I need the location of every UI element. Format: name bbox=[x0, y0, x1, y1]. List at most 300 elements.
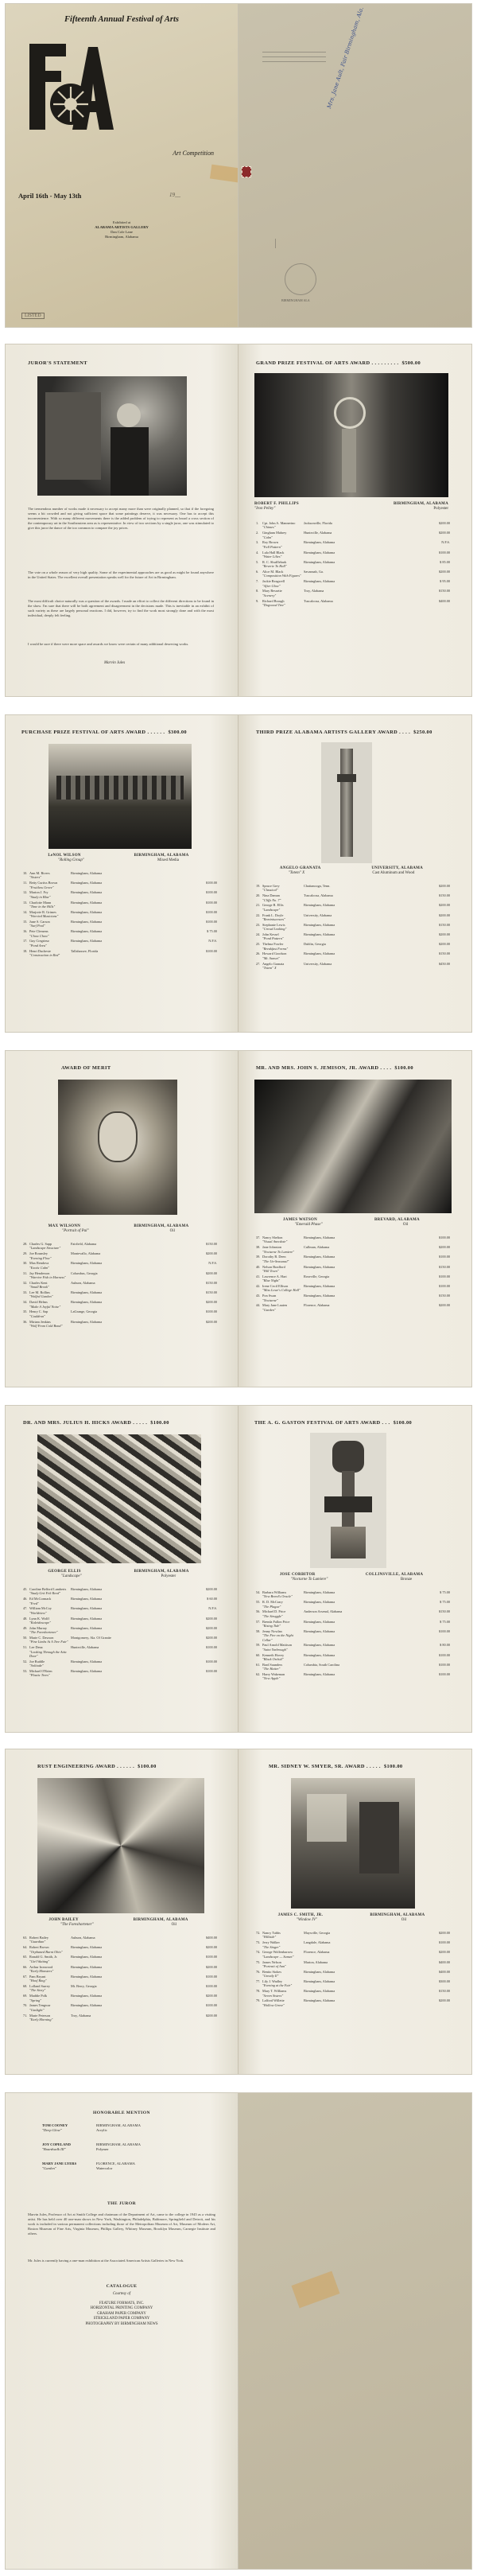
entries-list bbox=[256, 884, 450, 971]
award-heading: DR. AND MRS. JULIUS H. HICKS AWARD . . . . . $100.00 bbox=[23, 1420, 169, 1426]
entry-title: "Mt. Sunset" bbox=[262, 955, 280, 960]
catalogue-heading: CATALOGUE bbox=[106, 2284, 138, 2289]
entry-location: Birmingham, Alabama bbox=[304, 903, 335, 908]
entry-location: Troy, Alabama bbox=[71, 2013, 91, 2018]
winning-artwork-photo bbox=[48, 744, 192, 849]
entry-artist: Thelma Fowler "Breakfast Forms" bbox=[262, 942, 304, 951]
entry-price: $100.00 bbox=[439, 1672, 450, 1677]
entry-artist: Charles G. Sapp "Landscape Structure" bbox=[29, 1242, 71, 1251]
entry-row bbox=[256, 1998, 450, 2007]
entry-location: Langdale, Alabama bbox=[304, 1940, 331, 1945]
entry-number: 64. bbox=[23, 1945, 28, 1950]
entry-location: Auburn, Alabama bbox=[71, 1280, 95, 1285]
entry-row bbox=[23, 1300, 217, 1309]
entry-number: 63. bbox=[23, 1936, 28, 1940]
entry-artist: Marie C. Dawson "Pine Limbs At A Tree Fair" bbox=[29, 1636, 71, 1644]
entry-price: $100.00 bbox=[206, 1309, 217, 1314]
entry-price: $300.00 bbox=[439, 1979, 450, 1984]
entry-location: Birmingham, Alabama bbox=[71, 1616, 103, 1621]
award-heading: AWARD OF MERIT bbox=[61, 1065, 111, 1071]
entry-artist: Lee Dena "Looking Through the Attic Door" bbox=[29, 1645, 71, 1658]
entry-location: Birmingham, Alabama bbox=[71, 1659, 103, 1664]
entry-row bbox=[256, 893, 450, 902]
entry-artist: Roy Brown "Fall Pattern" bbox=[262, 540, 304, 549]
entry-artist: John Murray "The Foreshortener" bbox=[29, 1626, 71, 1635]
entry-price: $400.00 bbox=[439, 1969, 450, 1974]
catalogue-credit: HORIZONTAL PRINTING COMPANY bbox=[90, 2306, 153, 2311]
entry-price: $200.00 bbox=[206, 1636, 217, 1640]
entry-row bbox=[256, 1245, 450, 1254]
entry-row bbox=[23, 901, 217, 909]
entry-artist: William McCoy "Worldview" bbox=[29, 1606, 71, 1615]
entry-price: $100.00 bbox=[206, 1984, 217, 1989]
entry-price: $200.00 bbox=[439, 1303, 450, 1308]
entry-number: 78. bbox=[256, 1989, 261, 1994]
entry-title: "Pine Limbs At A Tree Fair" bbox=[29, 1640, 68, 1644]
jemison-award-page bbox=[238, 1051, 471, 1387]
entry-location: Birmingham, Alabama bbox=[71, 1290, 103, 1295]
entry-title: "Cliffs No. 7" bbox=[262, 897, 281, 902]
winning-artwork-photo bbox=[254, 373, 448, 497]
entry-number: 45. bbox=[23, 1587, 28, 1591]
entry-price: $200.00 bbox=[206, 1251, 217, 1256]
entry-artist: George Wolfenbarrow "Landscape — Sunset" bbox=[262, 1950, 304, 1959]
entry-artist: James Tengwar "Gaslight" bbox=[29, 2003, 71, 2012]
entries-list bbox=[256, 1235, 450, 1313]
entry-price: $200.00 bbox=[439, 932, 450, 937]
winner-caption: ROBERT F. PHILLIPS BIRMINGHAM, ALABAMA "Iron Pelley" Polyester bbox=[254, 502, 448, 512]
entry-location: Mt. Berry, Georgia bbox=[71, 1984, 97, 1989]
entry-artist: Harry Wakeman "New Apple" bbox=[262, 1672, 304, 1681]
postmark-circle bbox=[285, 263, 316, 295]
entry-location: Birmingham, Alabama bbox=[304, 1989, 335, 1994]
entry-price: $ 75.00 bbox=[440, 1590, 450, 1594]
entry-title: "Saint Yarbrough" bbox=[262, 1647, 288, 1652]
entry-number: 17. bbox=[23, 939, 28, 944]
entry-number: 19. bbox=[256, 884, 261, 888]
entry-artist: Angelo Granata "Totem" X bbox=[262, 962, 304, 971]
entry-title: "Cauldron" bbox=[29, 1313, 45, 1318]
entry-title: "The Hatter" bbox=[262, 1667, 281, 1671]
entry-title: "Girl Waiting" bbox=[29, 1959, 50, 1963]
entry-row bbox=[23, 1261, 217, 1270]
entry-number: 33. bbox=[23, 1290, 28, 1295]
entry-price: $200.00 bbox=[439, 942, 450, 947]
envelope-page bbox=[238, 4, 471, 327]
entry-row bbox=[256, 1284, 450, 1293]
entry-location: Birmingham, Alabama bbox=[304, 1619, 335, 1624]
entry-row bbox=[23, 1320, 217, 1329]
entry-price: $ 75.00 bbox=[440, 1619, 450, 1624]
entry-artist: Howard Goodson "Mt. Sunset" bbox=[262, 951, 304, 960]
winner-caption: JAMES C. SMITH, JR. BIRMINGHAM, ALABAMA "Window IV" Oil bbox=[277, 1913, 425, 1923]
entry-price: $200.00 bbox=[439, 570, 450, 574]
entry-location: Roseville, Georgia bbox=[304, 1274, 330, 1278]
entry-price: N.F.S. bbox=[441, 540, 450, 545]
entry-number: 48. bbox=[23, 1616, 28, 1621]
entry-artist: Nelson Bradford "Hill Town" bbox=[262, 1265, 304, 1274]
entry-price: $ 60.00 bbox=[207, 1597, 217, 1601]
entry-title: "Hollow Grove" bbox=[262, 2002, 285, 2007]
entry-title: "Study in Blue" bbox=[29, 894, 51, 899]
entry-location: Birmingham, Alabama bbox=[71, 920, 103, 924]
entry-number: 22. bbox=[256, 912, 261, 917]
entry-title: "Fred" bbox=[29, 1601, 39, 1605]
entry-title: "Nocturne" bbox=[262, 1298, 278, 1302]
entry-location: Tuscaloosa, Alabama bbox=[304, 893, 333, 898]
winner-caption: JOHN BAILEY BIRMINGHAM, ALABAMA "The Foreshortener" Oil bbox=[48, 1918, 188, 1928]
entry-price: $200.00 bbox=[439, 1998, 450, 2003]
entry-row bbox=[23, 1984, 217, 1993]
entry-row bbox=[256, 599, 450, 608]
entry-location: Birmingham, Alabama bbox=[71, 929, 103, 934]
entry-price: $150.00 bbox=[439, 893, 450, 898]
award-heading: MR. SIDNEY W. SMYER, SR. AWARD . . . . . $100.00 bbox=[269, 1764, 403, 1769]
entry-row bbox=[23, 890, 217, 899]
entry-title: "Surf Pool" bbox=[29, 924, 45, 928]
entry-row bbox=[256, 1989, 450, 1998]
entry-price: $200.00 bbox=[439, 884, 450, 888]
purchase-prize-page bbox=[6, 715, 238, 1032]
cover-title: Fifteenth Annual Festival of Arts bbox=[64, 15, 179, 24]
entry-location: Birmingham, Alabama bbox=[304, 922, 335, 927]
entry-title: "Miss Lowe's College Hall" bbox=[262, 1288, 301, 1293]
entry-title: "Portrait of Ann" bbox=[262, 1964, 286, 1969]
entry-location: Marion, Alabama bbox=[304, 1959, 328, 1964]
entry-artist: Guy Cregrieur "Pond Area" bbox=[29, 939, 71, 948]
entry-location: Troy, Alabama bbox=[304, 589, 324, 593]
entry-artist: Gingham Mabrey "Calm" bbox=[262, 531, 304, 539]
entry-artist: Nancy Tubbs "Hillside" bbox=[262, 1931, 304, 1940]
entry-row bbox=[256, 1274, 450, 1283]
entry-price: $200.00 bbox=[439, 912, 450, 917]
entry-number: 39. bbox=[256, 1255, 261, 1259]
entry-number: 60. bbox=[256, 1652, 261, 1657]
entry-row bbox=[23, 1242, 217, 1251]
entry-title: "Dogwood Tree" bbox=[262, 603, 285, 608]
entry-location: Birmingham, Alabama bbox=[71, 1319, 103, 1324]
entry-number: 44. bbox=[256, 1303, 261, 1308]
entry-artist: Charles Kent "Small Brook" bbox=[29, 1281, 71, 1290]
entry-price: N.F.S. bbox=[208, 939, 217, 944]
juror-bio-2: Mr. Jules is currently having a one-man exhibition at the Associated American Artists Galleries in New York. bbox=[28, 2259, 184, 2263]
spread-hicks-gaston bbox=[5, 1405, 472, 1733]
entry-location: Birmingham, Alabama bbox=[71, 1606, 103, 1611]
entry-title: "Black Orchid" bbox=[262, 1657, 284, 1662]
entry-location: Cullman, Alabama bbox=[304, 1245, 330, 1250]
entry-artist: Arthur Ironwood "Early Monsters" bbox=[29, 1965, 71, 1974]
entry-location: Tuscaloosa, Alabama bbox=[304, 598, 333, 603]
entry-title: "Landscape" bbox=[262, 907, 281, 912]
entry-price: $200.00 bbox=[439, 1245, 450, 1250]
entry-artist: Barbara Williams "New Breed's Oracle" bbox=[262, 1590, 304, 1599]
entry-location: Birmingham, Alabama bbox=[304, 932, 335, 937]
entry-price: $100.00 bbox=[439, 1274, 450, 1278]
entry-artist: Robert Bailey "Guardian" bbox=[29, 1936, 71, 1944]
entry-location: Birmingham, Alabama bbox=[304, 579, 335, 584]
entry-row bbox=[256, 1255, 450, 1263]
entry-artist: John Kessel "Pond Pattern" bbox=[262, 932, 304, 941]
honorable-mention-heading: HONORABLE MENTION bbox=[93, 2111, 150, 2115]
entry-artist: Marie Peterson "Early Morning" bbox=[29, 2014, 71, 2022]
entry-artist: Lolland Surrey "The Story" bbox=[29, 1984, 71, 1993]
entry-artist: Alice M. Black "Composition With Figures" bbox=[262, 570, 304, 578]
entry-location: Birmingham, Alabama bbox=[304, 951, 335, 956]
entry-row bbox=[256, 903, 450, 912]
entry-location: Birmingham, Alabama bbox=[304, 1979, 335, 1984]
entry-location: Dublin, Georgia bbox=[304, 942, 326, 947]
entry-number: 74. bbox=[256, 1950, 261, 1955]
entry-price: $400.00 bbox=[206, 1936, 217, 1940]
entry-title: "Looking Through the Attic Door" bbox=[29, 1649, 68, 1659]
entry-row bbox=[23, 1936, 217, 1944]
entry-number: 2. bbox=[256, 531, 259, 535]
cover-dates: April 16th - May 13th bbox=[18, 192, 82, 200]
entry-number: 35. bbox=[23, 1309, 28, 1314]
entry-number: 37. bbox=[256, 1235, 261, 1239]
entry-row bbox=[23, 920, 217, 928]
entry-title: "Time in the Hills" bbox=[29, 905, 56, 909]
entry-number: 18. bbox=[23, 948, 28, 953]
entry-price: $100.00 bbox=[206, 1645, 217, 1650]
entry-row bbox=[23, 1587, 217, 1596]
entry-location: Montevallo, Alabama bbox=[71, 1251, 101, 1256]
entry-number: 20. bbox=[256, 893, 261, 898]
entry-title: "Totem" X bbox=[262, 966, 277, 971]
entry-artist: R. D. McCrary "The Plague" bbox=[262, 1600, 304, 1609]
cover-page bbox=[6, 4, 238, 327]
entry-title: "Spring" bbox=[29, 1998, 42, 2002]
entry-number: 38. bbox=[256, 1245, 261, 1250]
catalogue-credit: FEATURE FORMATS, INC. bbox=[99, 2302, 145, 2306]
entry-location: Birmingham, Alabama bbox=[71, 900, 103, 905]
entry-artist: Dorothy B. Deen "The Un-Seasonal" bbox=[262, 1255, 304, 1263]
entry-location: Columbia, South Carolina bbox=[304, 1662, 339, 1667]
entry-number: 56. bbox=[256, 1609, 261, 1614]
entry-price: $100.00 bbox=[439, 1940, 450, 1945]
entry-number: 25. bbox=[256, 942, 261, 947]
entry-row bbox=[23, 1975, 217, 1983]
tape-strip bbox=[210, 165, 238, 183]
entry-row bbox=[23, 949, 217, 958]
entry-location: Birmingham, Alabama bbox=[71, 1945, 103, 1950]
entry-title: "Warrior Fish in Harness" bbox=[29, 1275, 66, 1280]
entry-artist: Caroline Belford Lamberts "Study Grit Felt Reed" bbox=[29, 1587, 71, 1596]
entry-price: $ 75.00 bbox=[440, 1600, 450, 1605]
entry-price: $150.00 bbox=[206, 1242, 217, 1246]
entry-price: $100.00 bbox=[439, 1235, 450, 1239]
entry-row bbox=[23, 1617, 217, 1625]
entry-title: "Pond Area" bbox=[29, 943, 47, 948]
entry-location: University, Alabama bbox=[304, 961, 332, 966]
entry-number: 3. bbox=[256, 540, 259, 545]
entry-title: "Worldview" bbox=[29, 1610, 47, 1615]
entry-title: "Water Lilies" bbox=[262, 555, 282, 559]
entry-price: $100.00 bbox=[206, 1659, 217, 1664]
entry-price: $200.00 bbox=[439, 1950, 450, 1955]
entry-title: "Orphaned Burnt Ohio" bbox=[29, 1949, 63, 1954]
award-heading: PURCHASE PRIZE FESTIVAL OF ARTS AWARD . . . . . . $300.00 bbox=[21, 730, 188, 735]
winning-artwork-photo bbox=[291, 1778, 415, 1909]
entry-number: 67. bbox=[23, 1974, 28, 1979]
entry-row bbox=[23, 1669, 217, 1678]
catalogue-credit: STRICKLAND PAPER COMPANY bbox=[93, 2317, 150, 2321]
entry-artist: Jackie Reagwell "After Glow" bbox=[262, 579, 304, 588]
entry-number: 43. bbox=[256, 1294, 261, 1298]
entry-artist: Pam Bryant "Hoof Ring" bbox=[29, 1975, 71, 1983]
entry-artist: Irene Cecil Ellison "Miss Lowe's College Hall" bbox=[262, 1284, 304, 1293]
entry-number: 5. bbox=[256, 559, 259, 564]
entry-title: "Blue Night" bbox=[262, 1278, 281, 1283]
entry-price: $100.00 bbox=[206, 881, 217, 885]
entry-number: 65. bbox=[23, 1955, 28, 1959]
winner-caption: JOSE CORBITOR COLLINSVILLE, ALABAMA "Nocturne To Lumiere" Bronze bbox=[279, 1573, 424, 1582]
entry-title: "Pond Pattern" bbox=[262, 936, 284, 941]
entry-row bbox=[256, 1950, 450, 1959]
entry-row bbox=[256, 1629, 450, 1642]
entry-price: $200.00 bbox=[206, 1964, 217, 1969]
entry-row bbox=[256, 932, 450, 941]
entry-location: Birmingham, Alabama bbox=[71, 1587, 103, 1591]
entry-artist: Max Rendova "Exotic Calm" bbox=[29, 1261, 71, 1270]
entry-title: "The Struggle" bbox=[262, 1613, 283, 1618]
entry-artist: Joe Rounsley "Evening Flow" bbox=[29, 1251, 71, 1260]
entry-location: Birmingham, Alabama bbox=[304, 1652, 335, 1657]
entry-number: 59. bbox=[256, 1643, 261, 1648]
entry-location: Anderson Arsenal, Alabama bbox=[304, 1609, 343, 1614]
entry-location: Birmingham, Alabama bbox=[304, 559, 335, 564]
entry-artist: Betty Curtiss Brown "Fruitless Grove" bbox=[29, 881, 71, 889]
entry-row bbox=[23, 939, 217, 948]
entry-row bbox=[256, 1931, 450, 1940]
entry-price: $150.00 bbox=[439, 922, 450, 927]
handwritten-address: Mrs. Jane Ault, Fair Birmingham, Ala. bbox=[326, 6, 365, 110]
entry-price: $ 95.00 bbox=[440, 579, 450, 584]
entry-row bbox=[256, 579, 450, 588]
winning-artwork-photo bbox=[254, 1080, 452, 1213]
spread-rust-smyer bbox=[5, 1749, 472, 2075]
entry-artist: Lula Hall Black "Water Lilies" bbox=[262, 551, 304, 559]
entry-number: 52. bbox=[23, 1659, 28, 1664]
entry-row bbox=[23, 1965, 217, 1974]
cancel-waves-3 bbox=[262, 61, 326, 63]
entry-number: 42. bbox=[256, 1284, 261, 1289]
entry-artist: Paul Arnold Mattison "Saint Yarbrough" bbox=[262, 1643, 304, 1652]
entry-row bbox=[23, 2014, 217, 2022]
winner-caption: MAX WILSONN BIRMINGHAM, ALABAMA "Portrait of Pal" Oil bbox=[48, 1224, 189, 1234]
entry-price: $150.00 bbox=[206, 1280, 217, 1285]
entry-row bbox=[256, 1960, 450, 1969]
entry-row bbox=[256, 1609, 450, 1618]
entry-number: 7. bbox=[256, 579, 259, 584]
entry-number: 70. bbox=[23, 2003, 28, 2008]
gaston-award-page bbox=[238, 1406, 471, 1732]
entry-artist: Richard Brough "Dogwood Tree" bbox=[262, 599, 304, 608]
catalogue-credits bbox=[6, 2302, 238, 2327]
jurors-statement-heading: JUROR'S STATEMENT bbox=[28, 360, 87, 366]
entry-price: $200.00 bbox=[206, 1616, 217, 1621]
entry-title: "Sisters" bbox=[29, 875, 42, 880]
entry-row bbox=[23, 1309, 217, 1318]
entry-price: $200.00 bbox=[206, 2013, 217, 2018]
entry-price: $100.00 bbox=[439, 550, 450, 555]
entry-price: $150.00 bbox=[439, 589, 450, 593]
entry-location: Birmingham, Alabama bbox=[304, 1969, 335, 1974]
award-heading: THIRD PRIZE ALABAMA ARTISTS GALLERY AWARD . . . . $250.00 bbox=[256, 730, 432, 735]
entry-artist: Stephanie Lewis "Crowd Looking" bbox=[262, 923, 304, 932]
entry-row bbox=[23, 1606, 217, 1615]
entry-title: "Hillside" bbox=[262, 1935, 277, 1940]
winning-artwork-photo bbox=[58, 1080, 177, 1215]
entry-location: Birmingham, Alabama bbox=[304, 1294, 335, 1298]
grand-prize-page bbox=[238, 344, 471, 696]
entry-row bbox=[23, 2003, 217, 2012]
entry-number: 58. bbox=[256, 1628, 261, 1633]
entry-price: $ 80.00 bbox=[440, 1643, 450, 1648]
winning-artwork-photo bbox=[37, 1434, 201, 1563]
entry-number: 1. bbox=[256, 521, 259, 525]
entry-price: N.F.S. bbox=[208, 1606, 217, 1611]
entry-artist: Jane Johnston "Nocturne To Lumiere" bbox=[262, 1245, 304, 1254]
entry-title: "Exotic Calm" bbox=[29, 1265, 49, 1270]
entry-number: 30. bbox=[23, 1261, 28, 1266]
entry-artist: Michael O'Brien "Plastic Trees" bbox=[29, 1669, 71, 1678]
entry-title: "Composition With Figures" bbox=[262, 574, 301, 578]
entry-location: Birmingham, Alabama bbox=[304, 1264, 335, 1269]
entry-title: "The Story" bbox=[29, 1988, 46, 1993]
entry-title: "Landscape — Sunset" bbox=[262, 1954, 294, 1959]
entry-number: 31. bbox=[23, 1270, 28, 1275]
entry-number: 14. bbox=[23, 909, 28, 914]
entry-artist: Brenda Fallon Price "Rising Tide" bbox=[262, 1620, 304, 1628]
entry-row bbox=[256, 1979, 450, 1988]
award-of-merit-page bbox=[6, 1051, 238, 1387]
entry-title: "Wolfed Garden" bbox=[29, 1294, 53, 1299]
entry-price: $200.00 bbox=[206, 1625, 217, 1630]
entry-price: $100.00 bbox=[206, 2003, 217, 2008]
entry-row bbox=[256, 551, 450, 559]
entry-artist: David Helms "Make A Joyful Noise" bbox=[29, 1300, 71, 1309]
entry-location: Huntsville, Alabama bbox=[71, 1645, 99, 1650]
entry-location: Huntsville, Alabama bbox=[304, 531, 332, 535]
entry-number: 73. bbox=[256, 1940, 261, 1945]
entry-title: "Scenery" bbox=[262, 593, 277, 597]
entry-artist: Henry C. Sap "Cauldron" bbox=[29, 1309, 71, 1318]
entry-number: 75. bbox=[256, 1959, 261, 1964]
back-cover-page bbox=[238, 2093, 471, 2569]
entry-title: "Kaleidoscope" bbox=[29, 1621, 51, 1625]
entry-price: $100.00 bbox=[206, 909, 217, 914]
entry-location: Birmingham, Alabama bbox=[71, 1994, 103, 1998]
entry-title: "Make A Joyful Noise" bbox=[29, 1304, 61, 1309]
entry-title: "Chow Chow" bbox=[29, 933, 49, 938]
entry-location: Birmingham, Alabama bbox=[71, 1261, 103, 1266]
entry-row bbox=[256, 570, 450, 578]
entry-number: 24. bbox=[256, 932, 261, 937]
entry-artist: Pon Swan "Nocturne" bbox=[262, 1294, 304, 1302]
entry-title: "Reminiscences" bbox=[262, 917, 285, 922]
entry-artist: June S. Carson "Surf Pool" bbox=[29, 920, 71, 928]
entry-title: "Early Monsters" bbox=[29, 1969, 54, 1974]
entry-price: $200.00 bbox=[206, 1270, 217, 1275]
entry-price: $200.00 bbox=[206, 1300, 217, 1305]
entry-price: $200.00 bbox=[439, 1931, 450, 1935]
entry-row bbox=[23, 910, 217, 919]
entry-location: Birmingham, Alabama bbox=[304, 1672, 335, 1677]
entry-row bbox=[256, 913, 450, 922]
third-prize-page bbox=[238, 715, 471, 1032]
entry-title: "Visual Anecdote" bbox=[262, 1239, 288, 1244]
